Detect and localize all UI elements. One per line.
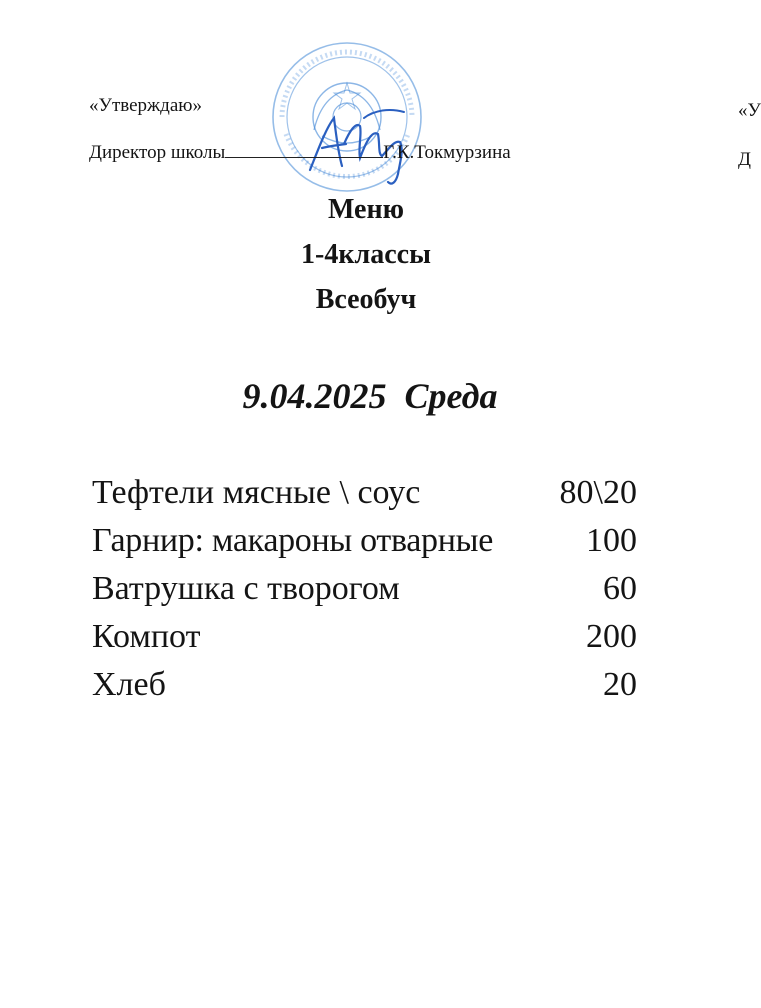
menu-item xyxy=(92,620,637,668)
menu-item xyxy=(92,476,637,524)
menu-item xyxy=(92,524,637,572)
approval-label: «Утверждаю» xyxy=(89,95,202,116)
menu-list xyxy=(92,476,637,716)
menu-item xyxy=(92,668,637,716)
dish-name: Гарнир: макароны отварные xyxy=(92,522,493,559)
dish-amount: 20 xyxy=(603,666,637,703)
director-name: Г.К.Токмурзина xyxy=(383,142,511,163)
director-line xyxy=(89,143,511,162)
dish-name: Компот xyxy=(92,618,201,655)
director-position: Директор школы xyxy=(89,142,226,163)
menu-item xyxy=(92,572,637,620)
dish-name: Хлеб xyxy=(92,666,166,703)
cut-off-approval-fragment: «У xyxy=(738,100,761,121)
dish-amount: 80\20 xyxy=(559,474,637,511)
dish-amount: 100 xyxy=(586,522,637,559)
dish-amount: 60 xyxy=(603,570,637,607)
dish-name: Тефтели мясные \ соус xyxy=(92,474,421,511)
signature-line xyxy=(225,143,383,158)
menu-title: Меню xyxy=(327,194,404,225)
dish-name: Ватрушка с творогом xyxy=(92,570,400,607)
dish-amount: 200 xyxy=(586,618,637,655)
program-heading: Всеобуч xyxy=(315,284,417,315)
cut-off-director-fragment: Д xyxy=(738,149,751,170)
menu-date: 9.04.2025 Среда xyxy=(242,376,498,416)
grades-heading: 1-4классы xyxy=(301,239,431,270)
